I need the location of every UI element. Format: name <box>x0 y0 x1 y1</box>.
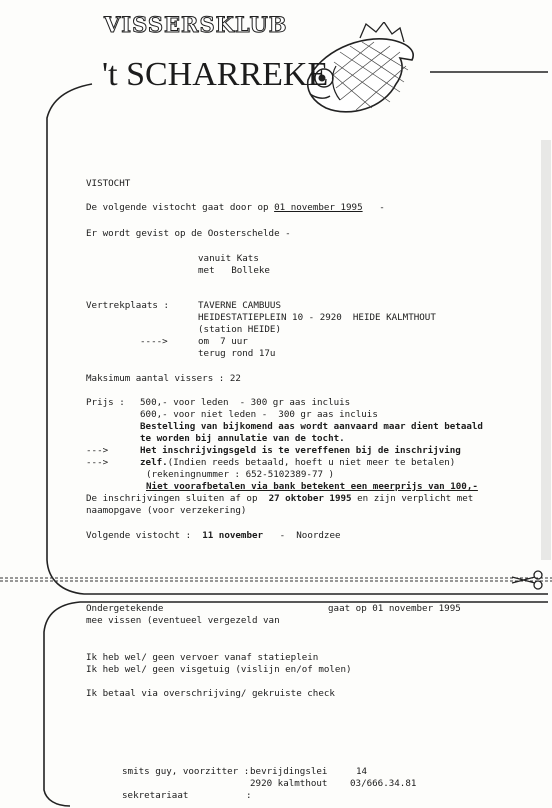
closing-date: 27 oktober 1995 <box>268 493 352 504</box>
club-name-line1: VISSERSKLUB <box>104 12 288 37</box>
companions-line: mee vissen (eventueel vergezeld van <box>86 615 280 626</box>
return-time: terug rond 17u <box>198 348 276 359</box>
next-trip-destination: - Noordzee <box>279 530 341 541</box>
departure-label: Vertrekplaats : <box>86 300 169 311</box>
max-anglers: Maksimum aantal vissers : 22 <box>86 373 241 384</box>
price-label: Prijs : <box>86 397 125 408</box>
closing-suffix: en zijn verplicht met <box>357 493 474 504</box>
from-line-1: vanuit Kats <box>198 253 259 264</box>
signed-label: Ondergetekende <box>86 603 164 614</box>
scissors-icon <box>508 569 548 591</box>
next-trip-line <box>86 530 341 541</box>
price-nonmembers: 600,- voor niet leden - 300 gr aas incluis <box>140 409 378 420</box>
payment-line: Ik betaal via overschrijving/ gekruiste check <box>86 688 335 699</box>
bait-order-line-2: te worden bij annulatie van de tocht. <box>140 433 345 444</box>
fee-line-1: Het inschrijvingsgeld is te vereffenen bij de inschrijving <box>140 445 461 456</box>
form-date-line: gaat op 01 november 1995 <box>328 603 461 614</box>
intro-prefix: De volgende vistocht gaat door op <box>86 202 269 213</box>
closing-prefix: De inschrijvingen sluiten af op <box>86 493 258 504</box>
gear-line: Ik heb wel/ geen visgetuig (vislijn en/of molen) <box>86 664 352 675</box>
trip-date: 01 november 1995 <box>274 202 363 213</box>
closing-line-2: naamopgave (voor verzekering) <box>86 505 247 516</box>
notice-heading: VISTOCHT <box>86 178 131 189</box>
account-number: (rekeningnummer : 652-5102389-77 ) <box>146 469 335 480</box>
intro-dash: - <box>379 202 385 213</box>
next-trip-date: 11 november <box>202 530 264 541</box>
fee-line-2 <box>140 457 455 468</box>
price-members: 500,- voor leden - 300 gr aas incluis <box>140 397 351 408</box>
fee-arrow-2: ---> <box>86 457 109 468</box>
chair-phone: 03/666.34.81 <box>350 778 417 789</box>
fee-line-2-rest: (Indien reeds betaald, hoeft u niet meer te betalen) <box>167 457 456 468</box>
location-line: Er wordt gevist op de Oosterschelde - <box>86 228 291 239</box>
fee-arrow-1: ---> <box>86 445 109 456</box>
fee-line-2-bold: zelf. <box>140 457 168 468</box>
departure-time: om 7 uur <box>198 336 248 347</box>
departure-line-1: TAVERNE CAMBUUS <box>198 300 281 311</box>
secretariat-colon: : <box>246 790 252 801</box>
from-line-2: met Bolleke <box>198 265 270 276</box>
surcharge-notice: Niet voorafbetalen via bank betekent een meerprijs van 100,- <box>146 481 478 492</box>
chair-street: bevrijdingslei <box>250 766 328 777</box>
chair-city: 2920 kalmthout <box>250 778 328 789</box>
chair-label: smits guy, voorzitter : <box>122 766 250 777</box>
next-trip-prefix: Volgende vistocht : <box>86 530 192 541</box>
departure-line-2: HEIDESTATIEPLEIN 10 - 2920 HEIDE KALMTHOUT <box>198 312 436 323</box>
secretariat-label: sekretariaat <box>122 790 189 801</box>
transport-line: Ik heb wel/ geen vervoer vanaf statieplein <box>86 652 319 663</box>
bait-order-line-1: Bestelling van bijkomend aas wordt aanvaard maar dient betaald <box>140 421 483 432</box>
club-name-line2: 't SCHARREKE <box>102 56 329 93</box>
departure-line-3: (station HEIDE) <box>198 324 281 335</box>
intro-line <box>86 202 385 213</box>
chair-number: 14 <box>356 766 368 777</box>
departure-arrow: ----> <box>140 336 168 347</box>
closing-line-1 <box>86 493 473 504</box>
